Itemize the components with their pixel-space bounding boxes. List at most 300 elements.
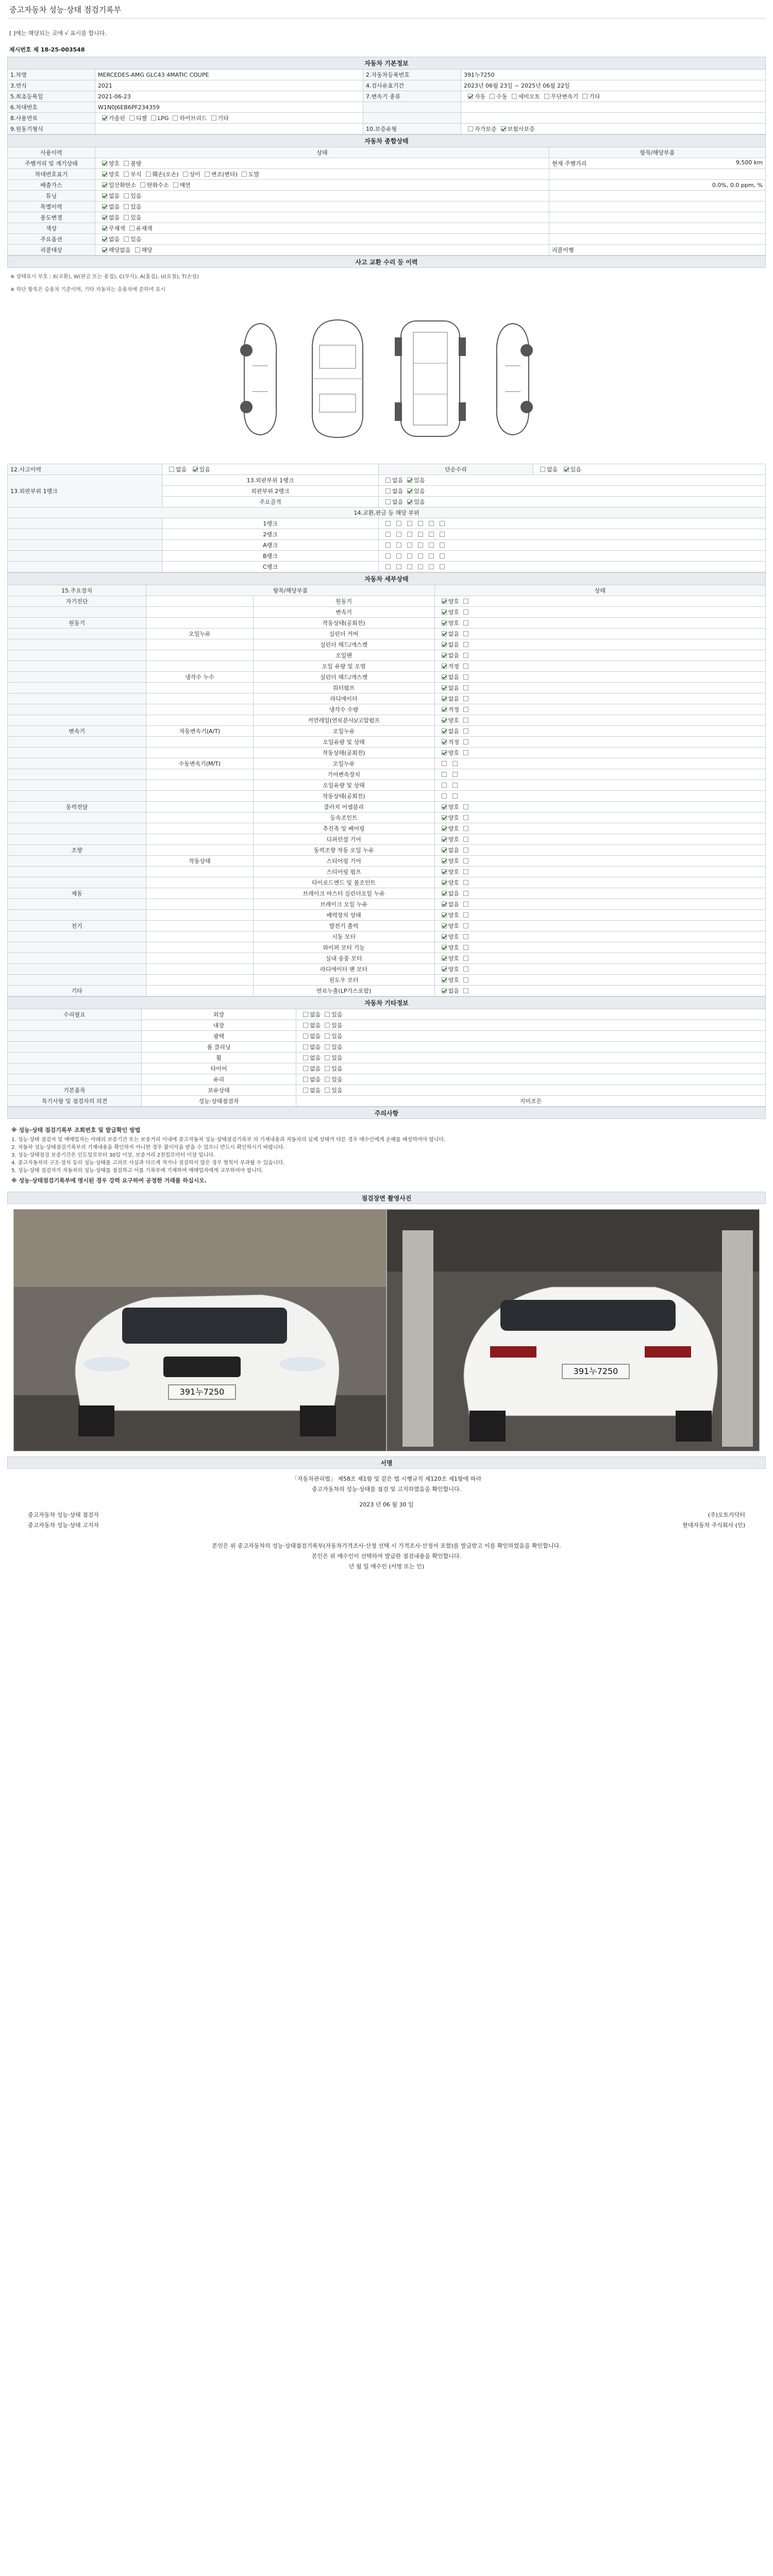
checkbox[interactable] <box>512 94 517 99</box>
detail-group <box>8 672 146 683</box>
checkbox-checked[interactable] <box>442 674 447 680</box>
checkbox-checked[interactable] <box>193 467 198 472</box>
etc-opts[interactable]: 없음 있음 <box>296 1074 766 1085</box>
checkbox-checked[interactable] <box>442 988 447 993</box>
checkbox[interactable] <box>463 609 468 615</box>
detail-row <box>8 693 766 704</box>
detail-state[interactable]: 없음 <box>434 629 765 639</box>
detail-state[interactable] <box>434 780 765 791</box>
checkbox[interactable] <box>169 467 174 472</box>
summary-opts[interactable]: 무채색 유채색 <box>95 223 549 234</box>
checkbox[interactable] <box>463 880 468 885</box>
checkbox[interactable] <box>325 1088 330 1093</box>
summary-extra <box>549 191 766 201</box>
checkbox[interactable] <box>385 521 391 526</box>
checkbox-checked[interactable] <box>442 880 447 885</box>
detail-state[interactable]: 없음 <box>434 639 765 650</box>
checkbox[interactable] <box>463 642 468 647</box>
car-underbody-icon <box>392 317 469 440</box>
checkbox[interactable] <box>303 1066 308 1071</box>
checkbox-checked[interactable] <box>442 912 447 918</box>
checkbox[interactable] <box>385 488 391 494</box>
checkbox[interactable] <box>440 553 445 558</box>
checkbox-checked[interactable] <box>442 804 447 809</box>
checkbox[interactable] <box>452 783 458 788</box>
checkbox-checked[interactable] <box>407 499 412 504</box>
summary-label: 리콜대상 <box>8 245 95 256</box>
checkbox[interactable] <box>440 564 445 569</box>
accident-legend-2: ※ 하단 항목은 승용차 기준이며, 기타 자동차는 승용차에 준하여 표시 <box>10 287 165 293</box>
etc-group <box>8 1020 142 1031</box>
checkbox[interactable] <box>463 934 468 939</box>
detail-item: 발전기 출력 <box>253 921 434 931</box>
checkbox[interactable] <box>407 543 412 548</box>
checkbox-checked[interactable] <box>442 977 447 982</box>
detail-row <box>8 661 766 672</box>
summary-header-use: 사용이력 <box>8 147 95 158</box>
checkbox[interactable] <box>396 553 401 558</box>
detail-item: 작동상태(공회전) <box>253 748 434 758</box>
detail-sub <box>146 899 253 910</box>
summary-row <box>8 223 766 234</box>
checkbox[interactable] <box>429 521 434 526</box>
detail-state[interactable]: 적정 <box>434 704 765 715</box>
checkbox[interactable] <box>463 891 468 896</box>
checkbox[interactable] <box>303 1012 308 1017</box>
checkbox[interactable] <box>140 182 145 188</box>
detail-group <box>8 877 146 888</box>
checkbox[interactable] <box>463 674 468 680</box>
checkbox[interactable] <box>463 685 468 690</box>
detail-state[interactable]: 없음 <box>434 899 765 910</box>
checkbox[interactable] <box>463 956 468 961</box>
etc-opts[interactable]: 없음 있음 <box>296 1053 766 1063</box>
rank-label: B랭크 <box>162 551 379 562</box>
checkbox[interactable] <box>463 815 468 820</box>
detail-state[interactable]: 없음 <box>434 672 765 683</box>
checkbox[interactable] <box>325 1023 330 1028</box>
notes-footer: ※ 성능·상태점검기록부에 명시된 경우 강력 요구하여 공정한 거래를 하십시오. <box>11 1177 207 1184</box>
rank-label: 2랭크 <box>162 529 379 540</box>
basic-value: 2021 <box>95 80 363 91</box>
checkbox-checked[interactable] <box>442 707 447 712</box>
detail-state[interactable]: 없음 <box>434 888 765 899</box>
checkbox[interactable] <box>468 126 473 131</box>
detail-state[interactable]: 양호 <box>434 931 765 942</box>
checkbox-checked[interactable] <box>442 718 447 723</box>
checkbox-checked[interactable] <box>102 204 107 209</box>
checkbox-checked[interactable] <box>442 956 447 961</box>
summary-label: 배출가스 <box>8 180 95 191</box>
checkbox-checked[interactable] <box>442 869 447 874</box>
checkbox[interactable] <box>463 858 468 863</box>
checkbox[interactable] <box>442 793 447 799</box>
checkbox[interactable] <box>418 564 423 569</box>
checkbox[interactable] <box>151 115 156 121</box>
detail-state[interactable]: 양호 <box>434 607 765 618</box>
checkbox-checked[interactable] <box>442 837 447 842</box>
detail-state[interactable]: 양호 <box>434 942 765 953</box>
checkbox-checked[interactable] <box>442 620 447 625</box>
detail-state[interactable]: 양호 <box>434 715 765 726</box>
detail-sub: 자동변속기(A/T) <box>146 726 253 737</box>
checkbox[interactable] <box>396 543 401 548</box>
detail-group <box>8 953 146 964</box>
checkbox[interactable] <box>325 1044 330 1049</box>
detail-state[interactable]: 없음 <box>434 726 765 737</box>
checkbox[interactable] <box>303 1077 308 1082</box>
summary-opts[interactable]: 일산화탄소 탄화수소 매연 <box>95 180 549 191</box>
detail-item: 시동 모터 <box>253 931 434 942</box>
checkbox-checked[interactable] <box>442 642 447 647</box>
detail-state[interactable]: 양호 <box>434 812 765 823</box>
detail-sub <box>146 942 253 953</box>
basic-value-2 <box>461 102 766 113</box>
detail-row <box>8 975 766 986</box>
detail-state[interactable]: 양호 <box>434 802 765 812</box>
checkbox-checked[interactable] <box>442 653 447 658</box>
note-line: 1. 성능·상태 점검자 및 매매업자는 아래의 보증기간 또는 보증거리 이내에 중고자동차 성능·상태점검기록부 의 기재내용과 자동차의 실제 상태가 다른 경우 매수인에게 손해를 배상하여야 합니다. <box>11 1137 446 1143</box>
etc-opts[interactable]: 없음 있음 <box>296 1085 766 1096</box>
checkbox-checked[interactable] <box>442 728 447 734</box>
rank-row <box>8 540 766 551</box>
summary-opts[interactable]: 없음 있음 <box>95 201 549 212</box>
checkbox[interactable] <box>385 478 391 483</box>
checkbox[interactable] <box>418 543 423 548</box>
detail-item: 오일유량 및 상태 <box>253 780 434 791</box>
checkbox[interactable] <box>325 1077 330 1082</box>
detail-sub <box>146 964 253 975</box>
detail-state[interactable]: 양호 <box>434 867 765 877</box>
checkbox-checked[interactable] <box>442 631 447 636</box>
checkbox[interactable] <box>463 977 468 982</box>
checkbox[interactable] <box>135 247 140 252</box>
checkbox[interactable] <box>544 94 549 99</box>
checkbox[interactable] <box>463 837 468 842</box>
detail-state[interactable]: 적정 <box>434 737 765 748</box>
checkbox[interactable] <box>463 902 468 907</box>
checkbox[interactable] <box>463 664 468 669</box>
checkbox[interactable] <box>463 653 468 658</box>
checkbox-checked[interactable] <box>102 182 107 188</box>
checkbox-checked[interactable] <box>442 609 447 615</box>
checkbox[interactable] <box>173 115 178 121</box>
checkbox-checked[interactable] <box>102 215 107 220</box>
checkbox[interactable] <box>463 945 468 950</box>
summary-opts[interactable]: 없음 있음 <box>95 212 549 223</box>
opinion-value: 성능·상태점검자 <box>142 1096 296 1107</box>
checkbox[interactable] <box>463 848 468 853</box>
summary-opts[interactable]: 해당없음 해당 <box>95 245 549 256</box>
checkbox-checked[interactable] <box>102 115 107 121</box>
checkbox[interactable] <box>124 193 129 198</box>
checkbox[interactable] <box>463 923 468 928</box>
checkbox[interactable] <box>490 94 495 99</box>
checkbox-checked[interactable] <box>407 478 412 483</box>
checkbox[interactable] <box>205 172 210 177</box>
detail-group <box>8 899 146 910</box>
summary-opts[interactable]: 없음 있음 <box>95 234 549 245</box>
checkbox[interactable] <box>407 553 412 558</box>
summary-label: 차대번호표기 <box>8 169 95 180</box>
detail-state[interactable]: 없음 <box>434 986 765 996</box>
checkbox[interactable] <box>463 728 468 734</box>
checkbox[interactable] <box>429 543 434 548</box>
checkbox[interactable] <box>124 161 129 166</box>
detail-row <box>8 867 766 877</box>
detail-state[interactable]: 양호 <box>434 823 765 834</box>
detail-row <box>8 748 766 758</box>
rank-opts[interactable] <box>379 562 766 572</box>
detail-state[interactable] <box>434 758 765 769</box>
detail-state[interactable]: 양호 <box>434 964 765 975</box>
detail-state[interactable]: 양호 <box>434 910 765 921</box>
detail-row <box>8 845 766 856</box>
etc-opts[interactable]: 없음 있음 <box>296 1063 766 1074</box>
etc-opts[interactable]: 없음 있음 <box>296 1042 766 1053</box>
detail-state[interactable]: 양호 <box>434 877 765 888</box>
checkbox-checked[interactable] <box>102 247 107 252</box>
checkbox-checked[interactable] <box>442 685 447 690</box>
checkbox[interactable] <box>463 620 468 625</box>
checkbox-checked[interactable] <box>442 750 447 755</box>
checkbox[interactable] <box>146 172 151 177</box>
detail-group <box>8 758 146 769</box>
note-line: 5. 성능·상태 점검자가 자동차의 성능·상태를 점검하고 이를 기록부에 기재하여 매매업자에게 교부하여야 합니다. <box>11 1168 263 1174</box>
checkbox-checked[interactable] <box>442 945 447 950</box>
etc-row <box>8 1085 766 1096</box>
checkbox[interactable] <box>442 772 447 777</box>
checkbox-checked[interactable] <box>102 193 107 198</box>
checkbox[interactable] <box>452 761 458 766</box>
detail-state[interactable] <box>434 791 765 802</box>
detail-state[interactable]: 양호 <box>434 618 765 629</box>
repair-opts[interactable]: 없음 있음 <box>533 464 766 475</box>
checkbox-checked[interactable] <box>102 236 107 242</box>
detail-group <box>8 629 146 639</box>
checkbox[interactable] <box>173 182 178 188</box>
summary-row <box>8 245 766 256</box>
checkbox[interactable] <box>582 94 587 99</box>
detail-group <box>8 704 146 715</box>
checkbox-checked[interactable] <box>442 739 447 744</box>
checkbox-checked[interactable] <box>442 664 447 669</box>
checkbox[interactable] <box>303 1055 308 1060</box>
checkbox[interactable] <box>407 521 412 526</box>
checkbox[interactable] <box>396 532 401 537</box>
checkbox[interactable] <box>303 1023 308 1028</box>
checkbox-checked[interactable] <box>407 488 412 494</box>
checkbox[interactable] <box>452 772 458 777</box>
detail-row <box>8 607 766 618</box>
detail-sub <box>146 661 253 672</box>
checkbox[interactable] <box>129 226 135 231</box>
checkbox-checked[interactable] <box>442 923 447 928</box>
checkbox-checked[interactable] <box>442 902 447 907</box>
checkbox[interactable] <box>429 553 434 558</box>
checkbox[interactable] <box>440 543 445 548</box>
checkbox[interactable] <box>407 532 412 537</box>
detail-item: 등속조인트 <box>253 812 434 823</box>
checkbox[interactable] <box>418 532 423 537</box>
basic-row <box>8 70 766 80</box>
checkbox-checked[interactable] <box>442 815 447 820</box>
summary-opts[interactable]: 양호 부식 훼손(오손) 상이 변조(변타) 도말 <box>95 169 549 180</box>
basic-info-table <box>7 57 766 134</box>
checkbox[interactable] <box>418 553 423 558</box>
checkbox[interactable] <box>124 172 129 177</box>
detail-state[interactable]: 적정 <box>434 661 765 672</box>
etc-row <box>8 1063 766 1074</box>
etc-opts[interactable]: 없음 있음 <box>296 1020 766 1031</box>
summary-opts[interactable]: 없음 있음 <box>95 191 549 201</box>
etc-opts[interactable]: 없음 있음 <box>296 1031 766 1042</box>
checkbox-checked[interactable] <box>102 161 107 166</box>
rank-opts[interactable] <box>379 540 766 551</box>
accident-history-opts[interactable]: 없음 있음 <box>162 464 379 475</box>
detail-state[interactable]: 없음 <box>434 650 765 661</box>
checkbox[interactable] <box>325 1012 330 1017</box>
checkbox[interactable] <box>385 543 391 548</box>
basic-label: 3.연식 <box>8 80 95 91</box>
detail-state[interactable]: 없음 <box>434 845 765 856</box>
checkbox[interactable] <box>463 696 468 701</box>
basic-label-2: 2.자동차등록번호 <box>363 70 461 80</box>
detail-sub: 오일누유 <box>146 629 253 639</box>
checkbox[interactable] <box>429 532 434 537</box>
detail-row <box>8 596 766 607</box>
basic-label: 5.최초등록일 <box>8 91 95 102</box>
checkbox[interactable] <box>440 532 445 537</box>
checkbox[interactable] <box>396 564 401 569</box>
detail-sub: 냉각수 누수 <box>146 672 253 683</box>
checkbox-checked[interactable] <box>564 467 569 472</box>
detail-state[interactable]: 양호 <box>434 856 765 867</box>
checkbox[interactable] <box>124 204 129 209</box>
detail-row <box>8 639 766 650</box>
basic-value: 2021-06-23 <box>95 91 363 102</box>
summary-extra <box>549 234 766 245</box>
checkbox[interactable] <box>396 521 401 526</box>
detail-state[interactable]: 없음 <box>434 693 765 704</box>
rank-opts[interactable] <box>379 518 766 529</box>
checkbox[interactable] <box>303 1044 308 1049</box>
etc-opts[interactable]: 없음 있음 <box>296 1009 766 1020</box>
detail-item: 워터펌프 <box>253 683 434 693</box>
checkbox[interactable] <box>124 236 129 242</box>
detail-state[interactable]: 양호 <box>434 834 765 845</box>
checkbox[interactable] <box>325 1066 330 1071</box>
detail-group <box>8 812 146 823</box>
checkbox[interactable] <box>463 826 468 831</box>
detail-state[interactable]: 양호 <box>434 921 765 931</box>
summary-opts[interactable]: 양호 불량 <box>95 158 549 169</box>
checkbox[interactable] <box>325 1033 330 1039</box>
checkbox[interactable] <box>303 1033 308 1039</box>
checkbox-checked[interactable] <box>442 826 447 831</box>
checkbox[interactable] <box>418 521 423 526</box>
detail-item: 커먼레일(연료분사)/고압펌프 <box>253 715 434 726</box>
checkbox-checked[interactable] <box>102 226 107 231</box>
checkbox[interactable] <box>463 718 468 723</box>
checkbox-checked[interactable] <box>442 599 447 604</box>
checkbox[interactable] <box>540 467 545 472</box>
checkbox-checked[interactable] <box>442 967 447 972</box>
etc-row <box>8 1020 766 1031</box>
checkbox[interactable] <box>463 707 468 712</box>
detail-sub <box>146 802 253 812</box>
detail-row <box>8 877 766 888</box>
detail-item: 작동상태(공회전) <box>253 791 434 802</box>
checkbox-checked[interactable] <box>442 891 447 896</box>
detail-state[interactable]: 없음 <box>434 683 765 693</box>
checkbox-checked[interactable] <box>442 934 447 939</box>
checkbox[interactable] <box>442 761 447 766</box>
checkbox[interactable] <box>440 521 445 526</box>
checkbox[interactable] <box>303 1088 308 1093</box>
summary-header-state: 상태 <box>95 147 549 158</box>
checkbox-checked[interactable] <box>442 848 447 853</box>
detail-state[interactable]: 양호 <box>434 975 765 986</box>
checkbox[interactable] <box>124 215 129 220</box>
basic-label: 9.원동기형식 <box>8 124 95 134</box>
checkbox[interactable] <box>429 564 434 569</box>
checkbox-checked[interactable] <box>442 858 447 863</box>
checkbox[interactable] <box>242 172 247 177</box>
checkbox[interactable] <box>463 750 468 755</box>
checkbox[interactable] <box>463 739 468 744</box>
checkbox[interactable] <box>385 564 391 569</box>
checkbox[interactable] <box>385 553 391 558</box>
checkbox-checked[interactable] <box>501 126 506 131</box>
rank-row <box>8 551 766 562</box>
checkbox[interactable] <box>463 631 468 636</box>
checkbox[interactable] <box>211 115 216 121</box>
summary-header-item: 항목/해당부품 <box>549 147 766 158</box>
rank-opts[interactable] <box>379 551 766 562</box>
plate-text-rear: 391누7250 <box>573 1366 618 1376</box>
checkbox[interactable] <box>407 564 412 569</box>
checkbox[interactable] <box>463 869 468 874</box>
checkbox[interactable] <box>385 499 391 504</box>
checkbox[interactable] <box>463 967 468 972</box>
checkbox-checked[interactable] <box>442 696 447 701</box>
summary-row <box>8 158 766 169</box>
summary-row <box>8 191 766 201</box>
detail-state[interactable]: 양호 <box>434 596 765 607</box>
detail-state[interactable]: 양호 <box>434 953 765 964</box>
checkbox-checked[interactable] <box>102 172 107 177</box>
summary-extra <box>549 201 766 212</box>
detail-state[interactable]: 양호 <box>434 748 765 758</box>
detail-state[interactable] <box>434 769 765 780</box>
checkbox[interactable] <box>463 988 468 993</box>
checkbox[interactable] <box>463 804 468 809</box>
checkbox[interactable] <box>385 532 391 537</box>
checkbox[interactable] <box>452 793 458 799</box>
inspector-name: (주)오토카닥터 <box>708 1512 745 1518</box>
checkbox[interactable] <box>463 912 468 918</box>
checkbox[interactable] <box>442 783 447 788</box>
checkbox[interactable] <box>183 172 188 177</box>
detail-item: 동력조향 작동 오일 누유 <box>253 845 434 856</box>
checkbox[interactable] <box>463 599 468 604</box>
checkbox[interactable] <box>325 1055 330 1060</box>
detail-sub <box>146 650 253 661</box>
checkbox[interactable] <box>129 115 135 121</box>
checkbox-checked[interactable] <box>468 94 473 99</box>
rank-opts[interactable] <box>379 529 766 540</box>
